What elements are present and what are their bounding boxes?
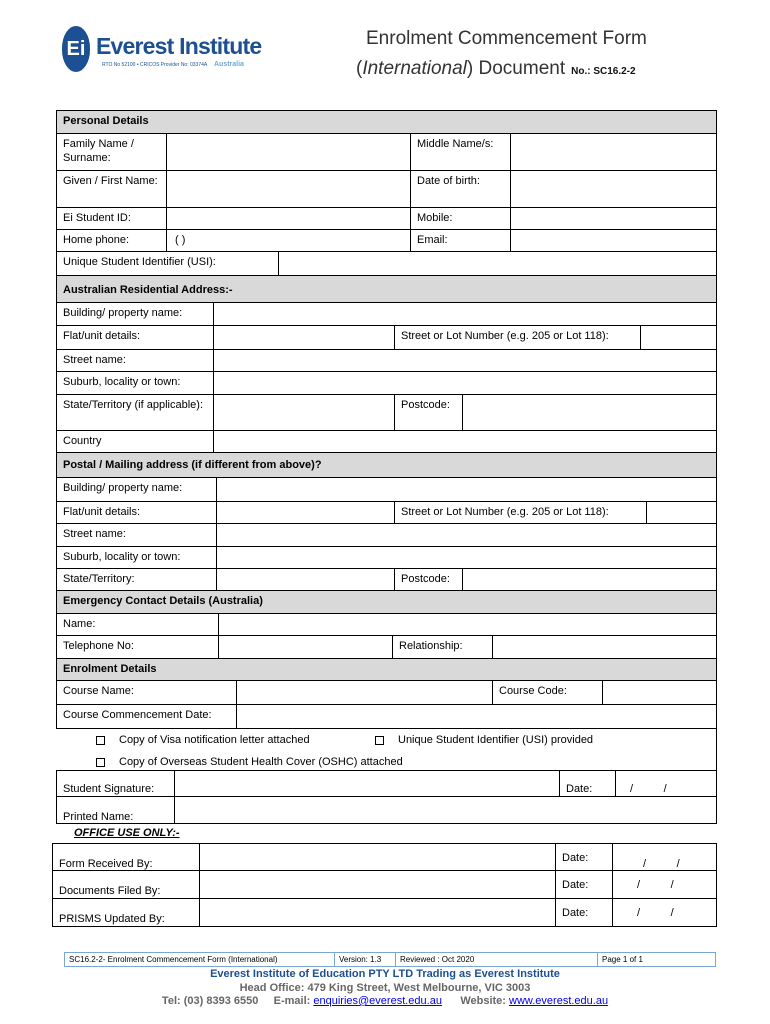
footer-tel: Tel: (03) 8393 6550 — [161, 995, 259, 1007]
post-flat-field[interactable] — [216, 501, 395, 524]
label-student-signature: Student Signature: — [56, 770, 175, 797]
label-signature-date: Date: — [559, 770, 616, 797]
usi-field[interactable] — [278, 251, 717, 276]
label-filed-date: Date: — [555, 870, 613, 899]
family-name-field[interactable] — [166, 133, 411, 171]
label-emergency-name: Name: — [56, 613, 219, 636]
middle-name-field[interactable] — [510, 133, 717, 171]
commencement-date-field[interactable] — [236, 704, 717, 729]
label-post-street: Street name: — [56, 523, 217, 547]
course-name-field[interactable] — [236, 680, 493, 705]
label-post-street-lot: Street or Lot Number (e.g. 205 or Lot 118): — [394, 501, 647, 524]
post-building-field[interactable] — [216, 477, 717, 502]
post-postcode-field[interactable] — [462, 568, 717, 591]
label-documents-filed: Documents Filed By: — [52, 870, 200, 899]
label-prisms-updated: PRISMS Updated By: — [52, 898, 200, 927]
section-postal-header: Postal / Mailing address (if different from above)? — [56, 452, 717, 478]
label-middle-name: Middle Name/s: — [410, 133, 511, 171]
label-post-flat: Flat/unit details: — [56, 501, 217, 524]
filed-date-field[interactable]: / / — [612, 870, 717, 899]
checkbox-icon[interactable] — [96, 736, 105, 745]
res-suburb-field[interactable] — [213, 371, 717, 395]
label-res-postcode: Postcode: — [394, 394, 463, 431]
label-course-code: Course Code: — [492, 680, 603, 705]
mobile-field[interactable] — [510, 207, 717, 230]
logo-mark: Ei — [62, 26, 90, 72]
label-given-name: Given / First Name: — [56, 170, 167, 208]
label-prisms-date: Date: — [555, 898, 613, 927]
res-state-field[interactable] — [213, 394, 395, 431]
res-flat-field[interactable] — [213, 325, 395, 350]
logo-country: Australia — [214, 61, 244, 68]
student-id-field[interactable] — [166, 207, 411, 230]
label-family-name: Family Name / Surname: — [56, 133, 167, 171]
label-res-suburb: Suburb, locality or town: — [56, 371, 214, 395]
section-residential-header: Australian Residential Address:- — [56, 275, 717, 303]
emergency-name-field[interactable] — [218, 613, 717, 636]
checkbox-usi[interactable]: Unique Student Identifier (USI) provided — [375, 734, 593, 746]
post-state-field[interactable] — [216, 568, 395, 591]
label-mobile: Mobile: — [410, 207, 511, 230]
form-subtitle: (International) Document No.: SC16.2-2 — [356, 58, 636, 79]
checkbox-visa[interactable]: Copy of Visa notification letter attached — [96, 734, 310, 746]
label-post-state: State/Territory: — [56, 568, 217, 591]
checkbox-icon[interactable] — [96, 758, 105, 767]
label-commencement-date: Course Commencement Date: — [56, 704, 237, 729]
res-postcode-field[interactable] — [462, 394, 717, 431]
section-personal-header: Personal Details — [56, 110, 717, 134]
form-received-field[interactable] — [199, 843, 556, 871]
label-student-id: Ei Student ID: — [56, 207, 167, 230]
checkbox-icon[interactable] — [375, 736, 384, 745]
received-date-field[interactable]: / / — [612, 843, 717, 871]
home-phone-area-code: ( ) — [175, 234, 186, 246]
footer-website-label: Website: — [460, 995, 506, 1007]
home-phone-field[interactable] — [166, 229, 411, 252]
dob-field[interactable] — [510, 170, 717, 208]
res-street-lot-field[interactable] — [640, 325, 717, 350]
checkbox-oshc[interactable]: Copy of Overseas Student Health Cover (OSHC) attached — [96, 756, 403, 768]
label-res-street: Street name: — [56, 349, 214, 372]
post-suburb-field[interactable] — [216, 546, 717, 569]
res-building-field[interactable] — [213, 302, 717, 326]
logo-name: Everest Institute — [96, 33, 262, 59]
relationship-field[interactable] — [492, 635, 717, 659]
res-street-field[interactable] — [213, 349, 717, 372]
label-form-received: Form Received By: — [52, 843, 200, 871]
label-emergency-telephone: Telephone No: — [56, 635, 219, 659]
emergency-telephone-field[interactable] — [218, 635, 393, 659]
label-post-postcode: Postcode: — [394, 568, 463, 591]
student-signature-field[interactable] — [174, 770, 560, 797]
printed-name-field[interactable] — [174, 796, 717, 824]
email-field[interactable] — [510, 229, 717, 252]
documents-filed-field[interactable] — [199, 870, 556, 899]
logo-subtitle: RTO No 52100 • CRICOS Provider No: 03374A — [102, 62, 208, 68]
label-post-suburb: Suburb, locality or town: — [56, 546, 217, 569]
document-number: No.: SC16.2-2 — [571, 66, 636, 77]
section-enrolment-header: Enrolment Details — [56, 658, 717, 681]
label-course-name: Course Name: — [56, 680, 237, 705]
given-name-field[interactable] — [166, 170, 411, 208]
prisms-updated-field[interactable] — [199, 898, 556, 927]
footer-version: Version: 1.3 — [334, 952, 396, 967]
post-street-field[interactable] — [216, 523, 717, 547]
footer-website-link[interactable]: www.everest.edu.au — [509, 995, 609, 1007]
label-home-phone: Home phone: — [56, 229, 167, 252]
prisms-date-field[interactable]: / / — [612, 898, 717, 927]
label-received-date: Date: — [555, 843, 613, 871]
res-country-field[interactable] — [213, 430, 717, 453]
signature-date-field[interactable]: / / — [615, 770, 717, 797]
label-printed-name: Printed Name: — [56, 796, 175, 824]
label-relationship: Relationship: — [392, 635, 493, 659]
footer-head-office: Head Office: 479 King Street, West Melbourne, VIC 3003 — [239, 982, 531, 994]
footer-email-link[interactable]: enquiries@everest.edu.au — [313, 995, 442, 1007]
label-post-building: Building/ property name: — [56, 477, 217, 502]
footer-email-label: E-mail: — [273, 995, 311, 1007]
label-usi: Unique Student Identifier (USI): — [56, 251, 279, 276]
course-code-field[interactable] — [602, 680, 717, 705]
form-title: Enrolment Commencement Form — [366, 28, 647, 49]
footer-reviewed: Reviewed : Oct 2020 — [395, 952, 598, 967]
office-use-heading: OFFICE USE ONLY:- — [74, 827, 180, 839]
label-res-country: Country — [56, 430, 214, 453]
label-res-state: State/Territory (if applicable): — [56, 394, 214, 431]
footer-page: Page 1 of 1 — [597, 952, 716, 967]
footer-contacts — [0, 995, 770, 1007]
label-res-street-lot: Street or Lot Number (e.g. 205 or Lot 118): — [394, 325, 641, 350]
section-emergency-header: Emergency Contact Details (Australia) — [56, 590, 717, 614]
footer-doc-name: SC16.2-2- Enrolment Commencement Form (International) — [64, 952, 335, 967]
label-dob: Date of birth: — [410, 170, 511, 208]
footer-company: Everest Institute of Education PTY LTD Trading as Everest Institute — [210, 968, 560, 980]
label-res-flat: Flat/unit details: — [56, 325, 214, 350]
label-email: Email: — [410, 229, 511, 252]
label-res-building: Building/ property name: — [56, 302, 214, 326]
post-street-lot-field[interactable] — [646, 501, 717, 524]
